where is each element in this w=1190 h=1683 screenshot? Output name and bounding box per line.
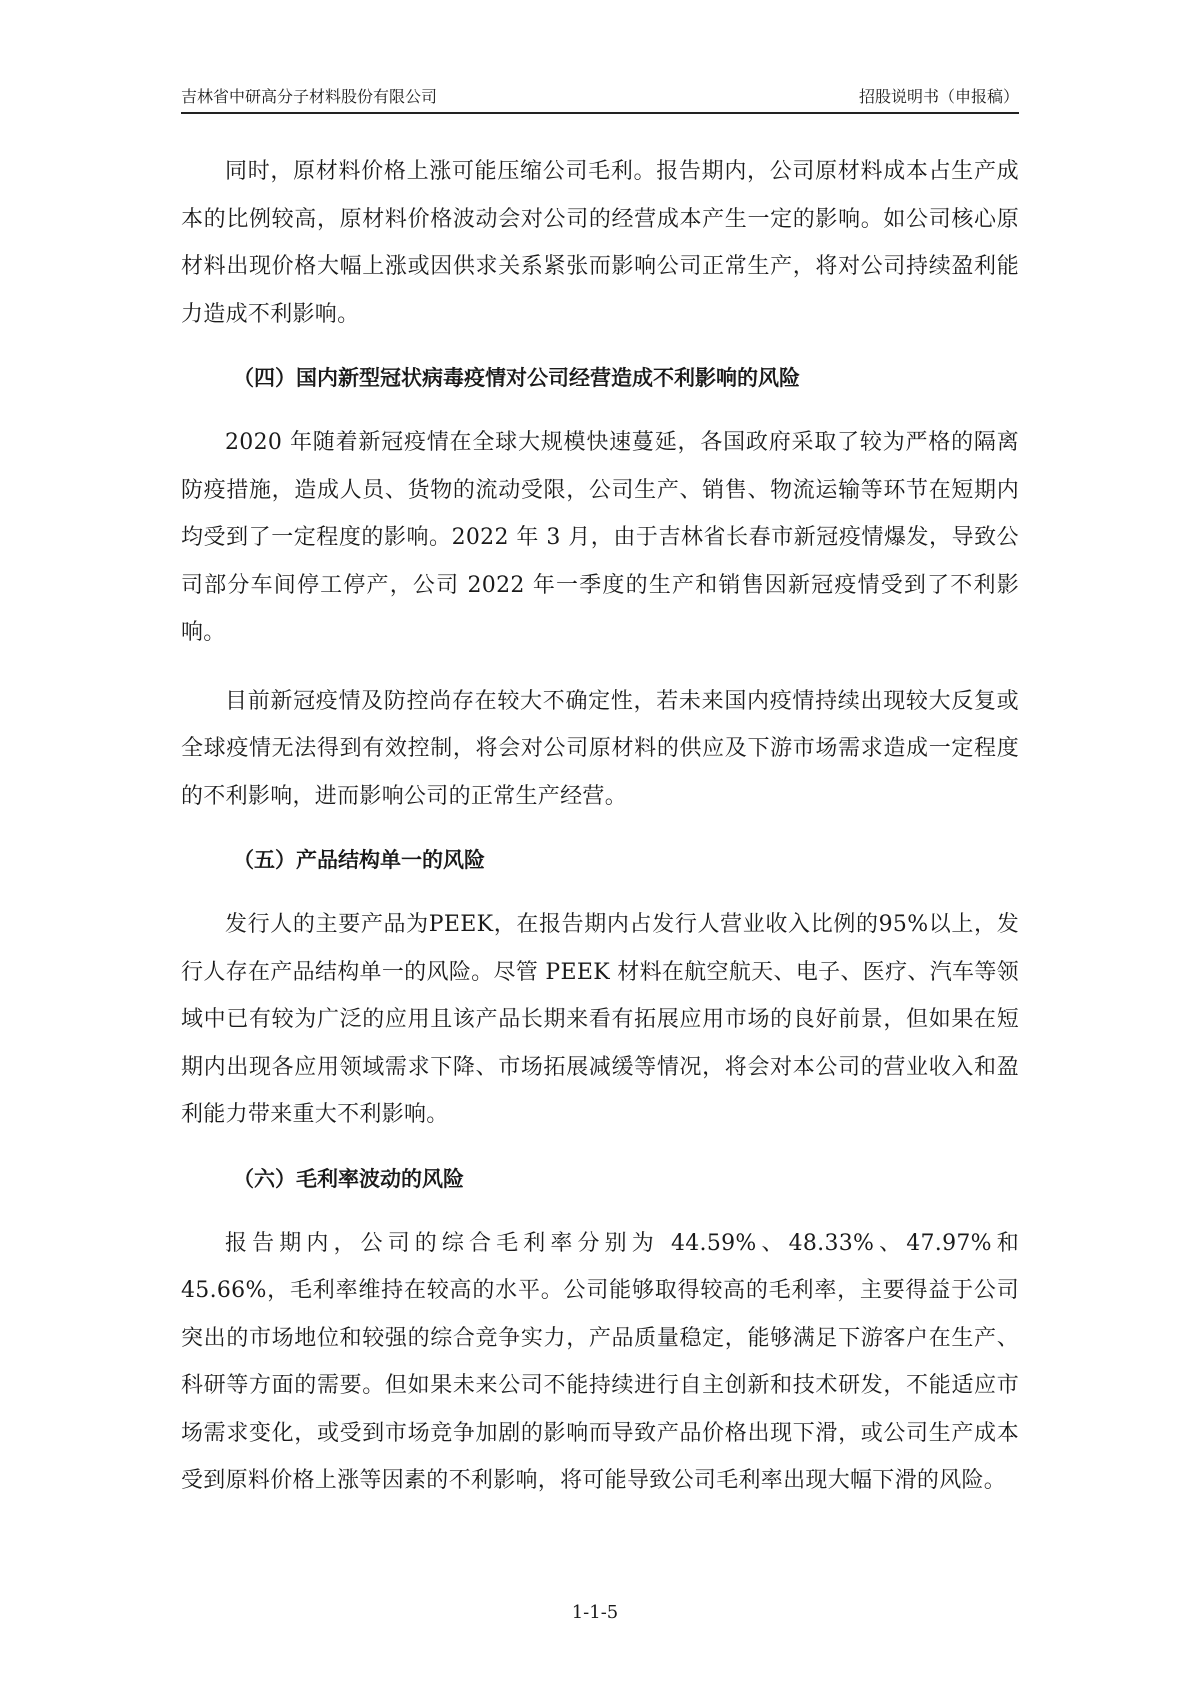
document-body: [181, 148, 1019, 1526]
section-heading-gross-margin-risk: （六）毛利率波动的风险: [233, 1166, 464, 1191]
header-document-type: 招股说明书（申报稿）: [858, 87, 1019, 106]
page-header: [181, 84, 1019, 114]
paragraph-raw-material-cost: 同时，原材料价格上涨可能压缩公司毛利。报告期内，公司原材料成本占生产成本的比例较高，原材料价格波动会对公司的经营成本产生一定的影响。如公司核心原材料出现价格大幅上涨或因供求关系紧张而影响公司正常生产，将对公司持续盈利能力造成不利影响。: [181, 159, 1019, 327]
header-company-name: 吉林省中研高分子材料股份有限公司: [181, 87, 438, 106]
paragraph-product-structure: 发行人的主要产品为PEEK，在报告期内占发行人营业收入比例的95%以上，发行人存在产品结构单一的风险。尽管 PEEK 材料在航空航天、电子、医疗、汽车等领域中已有较为广泛的应用且该产品长期来看有拓展应用市场的良好前景，但如果在短期内出现各应用领域需求下降、市场拓展减缓等情况，将会对本公司的营业收入和盈利能力带来重大不利影响。: [181, 912, 1019, 1127]
paragraph-covid-uncertainty: 目前新冠疫情及防控尚存在较大不确定性，若未来国内疫情持续出现较大反复或全球疫情无法得到有效控制，将会对公司原材料的供应及下游市场需求造成一定程度的不利影响，进而影响公司的正常生产经营。: [181, 688, 1019, 809]
page-number: 1-1-5: [571, 1602, 619, 1623]
section-heading-covid-risk: （四）国内新型冠状病毒疫情对公司经营造成不利影响的风险: [233, 366, 800, 390]
section-heading-product-structure-risk: （五）产品结构单一的风险: [233, 848, 485, 872]
paragraph-covid-impact: 2020 年随着新冠疫情在全球大规模快速蔓延，各国政府采取了较为严格的隔离防疫措施，造成人员、货物的流动受限，公司生产、销售、物流运输等环节在短期内均受到了一定程度的影响。2022 年 3 月，由于吉林省长春市新冠疫情爆发，导致公司部分车间停工停产，公司 2022 年一季度的生产和销售因新冠疫情受到了不利影响。: [181, 430, 1019, 645]
paragraph-gross-margin: 报告期内，公司的综合毛利率分别为 44.59%、48.33%、47.97%和 45.66%，毛利率维持在较高的水平。公司能够取得较高的毛利率，主要得益于公司突出的市场地位和较强的综合竞争实力，产品质量稳定，能够满足下游客户在生产、科研等方面的需要。但如果未来公司不能持续进行自主创新和技术研发，不能适应市场需求变化，或受到市场竞争加剧的影响而导致产品价格出现下滑，或公司生产成本受到原料价格上涨等因素的不利影响，将可能导致公司毛利率出现大幅下滑的风险。: [181, 1230, 1019, 1493]
